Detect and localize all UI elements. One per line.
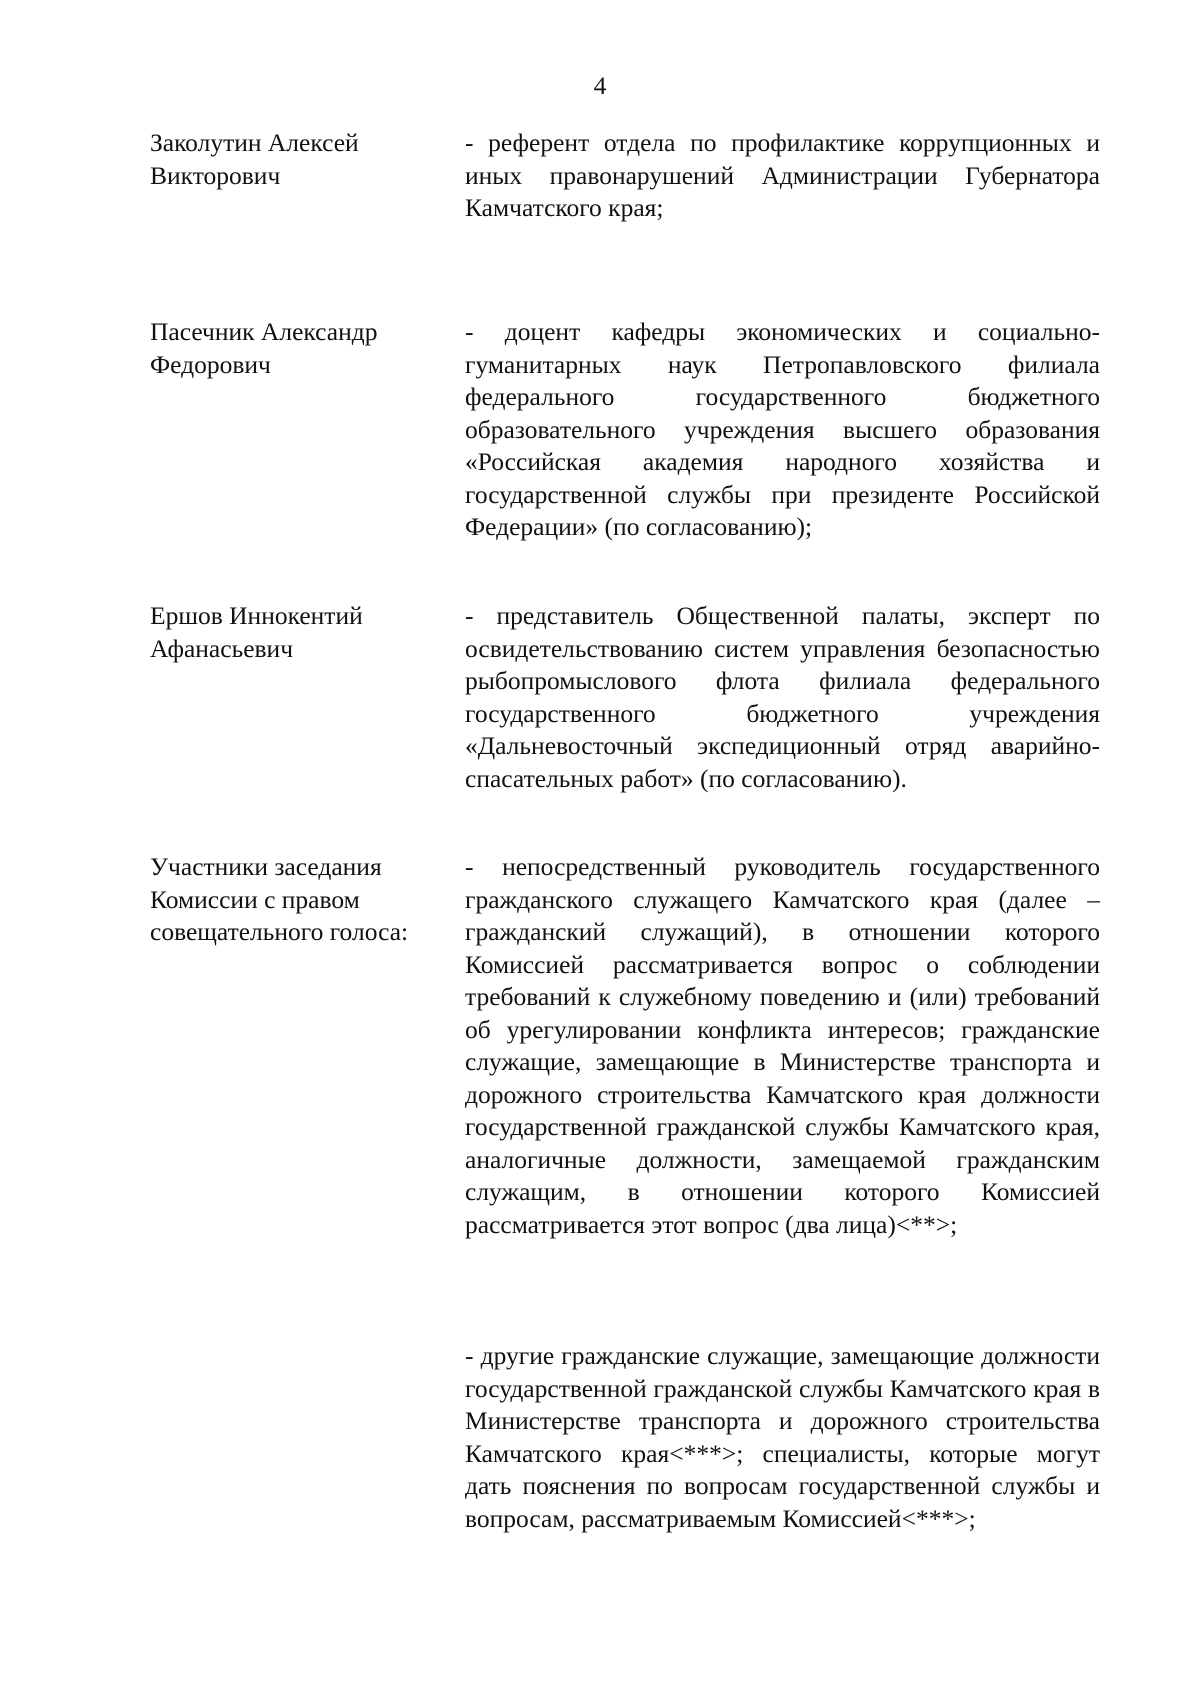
additional-participants-paragraph: - другие гражданские служащие, замещающие должности государственной гражданской службы Камчатского края в Министерстве транспорта и дорожного строительства Камчатского края<***>; специалисты, которые могут дать пояснения по вопросам государственной службы и вопросам, рассматриваемым Комиссией<***>; <box>465 1341 1100 1533</box>
page-number: 4 <box>593 71 607 100</box>
participants-description: - непосредственный руководитель государственного гражданского служащего Камчатского края (далее – гражданский служащий), в отношении которого Комиссией рассматривается вопрос о соблюдении требований к служебному поведению и (или) требований об урегулировании конфликта интересов; гражданские служащие, замещающие в Министерстве транспорта и дорожного строительства Камчатского края должности государственной гражданской службы Камчатского края, аналогичные должности, замещаемой гражданским служащим, в отношении которого Комиссией рассматривается этот вопрос (два лица)<**>; <box>465 852 1100 1239</box>
participants-label: Участники заседания Комиссии с правом совещательного голоса: <box>150 852 409 946</box>
member-name: Заколутин Алексей Викторович <box>150 128 359 190</box>
member-description: - представитель Общественной палаты, эксперт по освидетельствованию систем управления безопасностью рыбопромыслового флота филиала федерального государственного бюджетного учреждения «Дальневосточный экспедиционный отряд аварийно-спасательных работ» (по согласованию). <box>465 601 1100 793</box>
member-description: - доцент кафедры экономических и социально-гуманитарных наук Петропавловского филиала федерального государственного бюджетного образовательного учреждения высшего образования «Российская академия народного хозяйства и государственной службы при президенте Российской Федерации» (по согласованию); <box>465 317 1100 541</box>
member-name: Пасечник Александр Федорович <box>150 317 378 379</box>
member-description: - референт отдела по профилактике коррупционных и иных правонарушений Администрации Губернатора Камчатского края; <box>465 128 1100 222</box>
member-name: Ершов Иннокентий Афанасьевич <box>150 601 363 663</box>
